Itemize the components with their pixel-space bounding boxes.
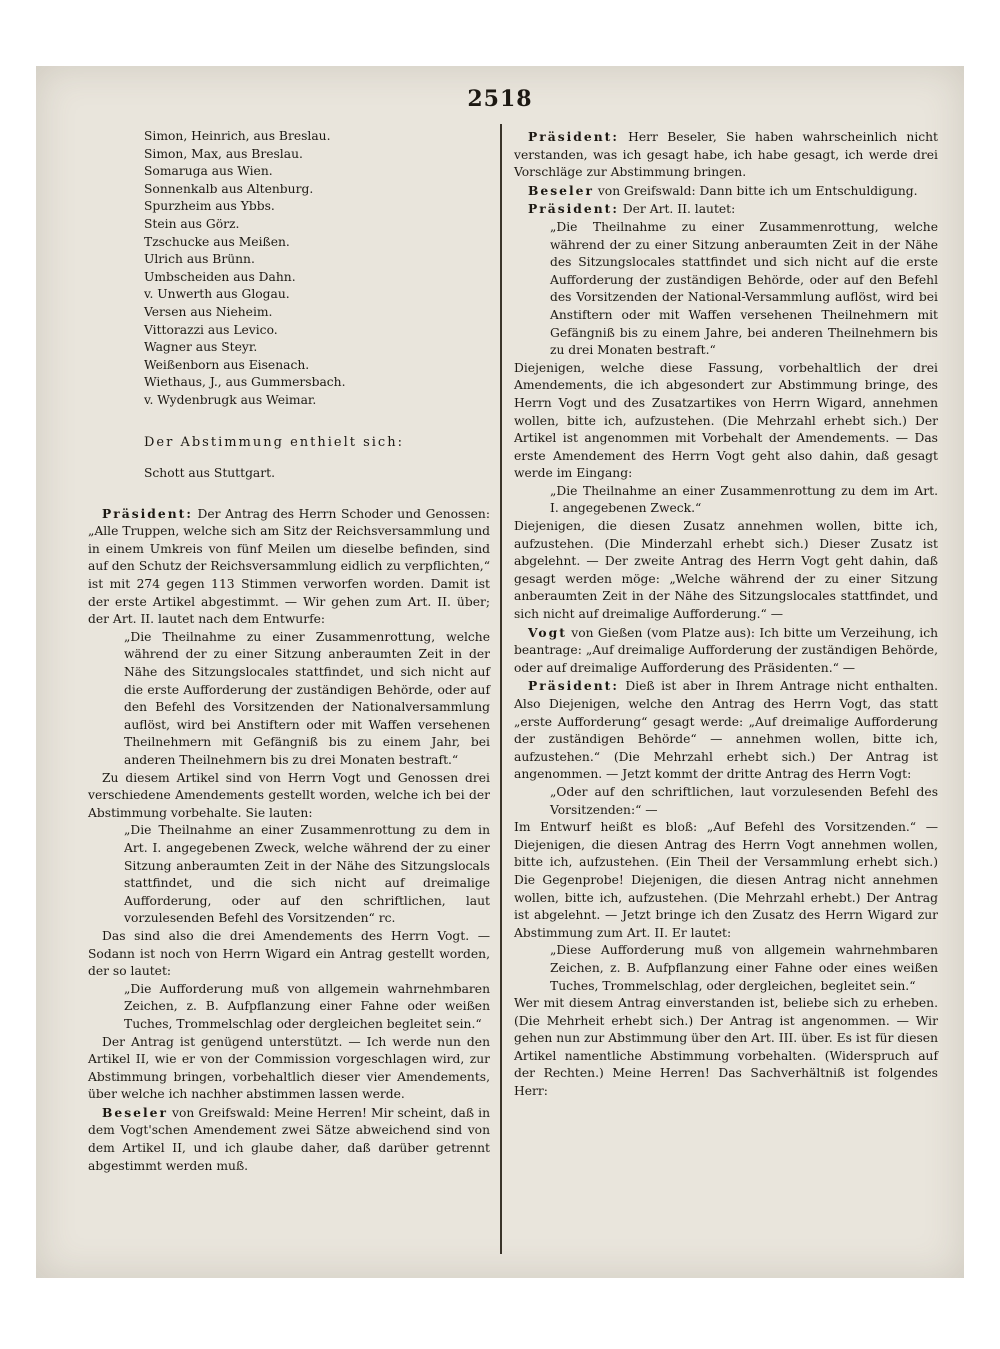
list-item: Sonnenkalb aus Altenburg.	[144, 181, 314, 196]
speaker-name: Präsident:	[528, 129, 619, 144]
list-item: Tzschucke aus Meißen.	[144, 234, 290, 249]
block-quote: „Die Theilnahme an einer Zusammenrottung zu dem im Art. I. angegebenen Zweck.“	[550, 483, 938, 516]
list-item: Wagner aus Steyr.	[144, 340, 258, 355]
speaker-name: Beseler	[102, 1104, 168, 1120]
list-item: Stein aus Görz.	[144, 216, 240, 231]
paragraph: Das sind also die drei Amendements des Herrn Vogt. — Sodann ist noch von Herrn Wigard ein Antrag gestellt worden, der so lautet:	[88, 928, 490, 979]
paragraph: Diejenigen, die diesen Zusatz annehmen wollen, bitte ich, aufzustehen. (Die Minderzahl erhebt sich.) Dieser Zusatz ist abgelehnt. — Der zweite Antrag des Herrn Vogt geht dahin, daß gesagt werden möge: „Welche während der zu einer Sitzung anberaumten Zeit in der Nähe des Sitzungslocales stattfindet, und sich nicht auf dreimalige Aufforderung.“ —	[514, 519, 938, 622]
speech-text: von Gießen (vom Platze aus): Ich bitte um Verzeihung, ich beantrage: „Auf dreimalige Aufforderung der zuständigen Behörde, oder auf dreimalige Aufforderung des Präsidenten.“ —	[514, 625, 938, 675]
page-number: 2518	[467, 86, 533, 112]
abstention-heading: Der Abstimmung enthielt sich:	[144, 434, 404, 450]
paragraph: Diejenigen, welche diese Fassung, vorbehaltlich der drei Amendements, die ich abgesondert zur Abstimmung bringe, des Herrn Vogt und des Zusatzartikes von Herrn Wigard, annehmen wollen, bitte ich, aufzustehen. (Die Mehrzahl erhebt sich.) Der Artikel ist angenommen mit Vorbehalt der Amendements. — Das erste Amendement des Herrn Vogt geht also dahin, daß gesagt werde im Eingang:	[514, 360, 938, 481]
right-column	[514, 128, 938, 1101]
paragraph	[514, 677, 938, 784]
speech-text: Dieß ist aber in Ihrem Antrage nicht enthalten. Also Diejenigen, welche den Antrag des Herrn Vogt, das statt „erste Aufforderung“ gesagt werde: „Auf dreimalige Aufforderung der zuständigen Behörde“ — annehmen wollen, bitte ich, aufzustehen.“ (Die Mehrzahl erhebt sich.) Der Antrag ist angenommen. — Jetzt kommt der dritte Antrag des Herrn Vogt:	[514, 679, 938, 782]
block-quote: „Die Theilnahme zu einer Zusammenrottung, welche während der zu einer Sitzung anberaumten Zeit in der Nähe des Sitzungslocales stattfindet, und sich nicht auf die erste Aufforderung der zuständigen Behörde, oder auf den Befehl des Vorsitzenden der Nationalversammlung auflöst, wird bei Anstiftern oder mit Waffen versehenen Theilnehmern mit Gefängniß bis zu einem Jahr, bei anderen Theilnehmern bis zu drei Monaten bestraft.“	[124, 629, 490, 767]
paragraph: Im Entwurf heißt es bloß: „Auf Befehl des Vorsitzenden.“ — Diejenigen, die diesen Antrag des Herrn Vogt annehmen wollen, bitte ich, aufzustehen. (Ein Theil der Versammlung erhebt sich.) Die Gegenprobe! Diejenigen, die diesen Antrag nicht annehmen wollen, bitte ich, aufzustehen. (Die Mehrzahl erhebt.) Der Antrag ist abgelehnt. — Jetzt bringe ich den Zusatz des Herrn Wigard zur Abstimmung zum Art. II. Er lautet:	[514, 820, 938, 940]
paragraph	[514, 624, 938, 678]
list-item: Ulrich aus Brünn.	[144, 252, 255, 267]
column-divider	[500, 124, 502, 1254]
speaker-name: Präsident:	[102, 505, 193, 521]
speech-text: Der Art. II. lautet:	[618, 202, 736, 217]
speech-text: Der Antrag des Herrn Schoder und Genossen: „Alle Truppen, welche sich am Sitz der Reichsversammlung und in einem Umkreis von fünf Meilen um dieselbe befinden, sind auf den Schutz der Reichsversammlung eidlich zu verpflichten,“ ist mit 274 gegen 113 Stimmen verworfen worden. Damit ist der erste Artikel abgestimmt. — Wir gehen zum Art. II. über; der Art. II. lautet nach dem Entwurfe:	[88, 506, 490, 627]
list-item: Simon, Heinrich, aus Breslau.	[144, 129, 331, 143]
paragraph: Der Antrag ist genügend unterstützt. — Ich werde nun den Artikel II, wie er von der Commission vorgeschlagen wird, zur Abstimmung bringen, vorbehaltlich dieser vier Amendements, über welche ich nachher abstimmen lassen werde.	[88, 1034, 490, 1102]
list-item: Wiethaus, J., aus Gummersbach.	[144, 375, 346, 390]
vote-name-list	[88, 128, 490, 410]
list-item: Weißenborn aus Eisenach.	[144, 357, 310, 372]
block-quote: „Die Theilnahme an einer Zusammenrottung zu dem in Art. I. angegebenen Zweck, welche während der zu einer Sitzung anberaumten Zeit in der Nähe des Sitzungslocals stattfindet, und die sich nicht auf dreimalige Aufforderung, oder auf den schriftlichen, laut vorzulesenden Befehl des Vorsitzenden“ rc.	[124, 823, 490, 926]
list-item: Simon, Max, aus Breslau.	[144, 146, 303, 161]
paragraph: Zu diesem Artikel sind von Herrn Vogt und Genossen drei verschiedene Amendements gestellt worden, welche ich bei der Abstimmung vorbehalte. Sie lauten:	[88, 770, 490, 820]
block-quote: „Diese Aufforderung muß von allgemein wahrnehmbaren Zeichen, z. B. Aufpflanzung einer Fahne oder eines weißen Tuches, Trommelschlag, oder dergleichen, begleitet sein.“	[550, 943, 938, 993]
list-item: Somaruga aus Wien.	[144, 164, 273, 179]
speaker-name: Beseler	[528, 182, 594, 198]
block-quote: „Oder auf den schriftlichen, laut vorzulesenden Befehl des Vorsitzenden:“ —	[550, 784, 938, 817]
block-quote: „Die Theilnahme zu einer Zusammenrottung, welche während der zu einer Sitzung anberaumten Zeit in der Nähe des Sitzungslocales stattfindet und sich nicht auf die erste Aufforderung der zuständigen Behörde, oder auf den Befehl des Vorsitzenden der National-Versammlung auflöst, wird bei Anstiftern oder mit Waffen versehenen Theilnehmern mit Gefängniß bis zu einem Jahre, bei anderen Theilnehmern bis zu drei Monaten bestraft.“	[550, 219, 938, 358]
paragraph	[514, 200, 938, 219]
paragraph	[514, 182, 938, 201]
paragraph	[88, 1104, 490, 1175]
list-item: Spurzheim aus Ybbs.	[144, 199, 275, 214]
paragraph	[514, 128, 938, 182]
speech-text: Herr Beseler, Sie haben wahrscheinlich nicht verstanden, was ich gesagt habe, ich habe gesagt, ich werde drei Vorschläge zur Abstimmung bringen.	[514, 130, 938, 180]
left-column	[88, 128, 490, 1175]
speaker-name: Präsident:	[528, 201, 619, 217]
list-item: v. Unwerth aus Glogau.	[144, 287, 290, 302]
speech-text: von Greifswald: Meine Herren! Mir scheint, daß in dem Vogt'schen Amendement zwei Sätze abweichend sind von dem Artikel II, und ich glaube daher, daß darüber getrennt abgestimmt werden muß.	[88, 1105, 490, 1173]
paragraph: Wer mit diesem Antrag einverstanden ist, beliebe sich zu erheben. (Die Mehrheit erhebt sich.) Der Antrag ist angenommen. — Wir gehen nun zur Abstimmung über den Art. III. über. Es ist für diesen Artikel namentliche Abstimmung vorbehalten. (Widerspruch auf der Rechten.) Meine Herren! Das Sachverhältniß ist folgendes Herr:	[514, 996, 938, 1099]
block-quote: „Die Aufforderung muß von allgemein wahrnehmbaren Zeichen, z. B. Aufpflanzung einer Fahne oder weißen Tuches, Trommelschlag oder dergleichen begleitet sein.“	[124, 981, 490, 1031]
list-item: v. Wydenbrugk aus Weimar.	[144, 392, 317, 407]
list-item: Umbscheiden aus Dahn.	[144, 269, 296, 284]
list-item: Versen aus Nieheim.	[144, 304, 273, 319]
list-item: Vittorazzi aus Levico.	[144, 322, 278, 337]
paragraph	[88, 505, 490, 629]
abstention-name: Schott aus Stuttgart.	[144, 466, 275, 481]
speech-text: von Greifswald: Dann bitte ich um Entschuldigung.	[593, 183, 918, 198]
speaker-name: Präsident:	[528, 678, 619, 694]
speaker-name: Vogt	[528, 624, 567, 640]
